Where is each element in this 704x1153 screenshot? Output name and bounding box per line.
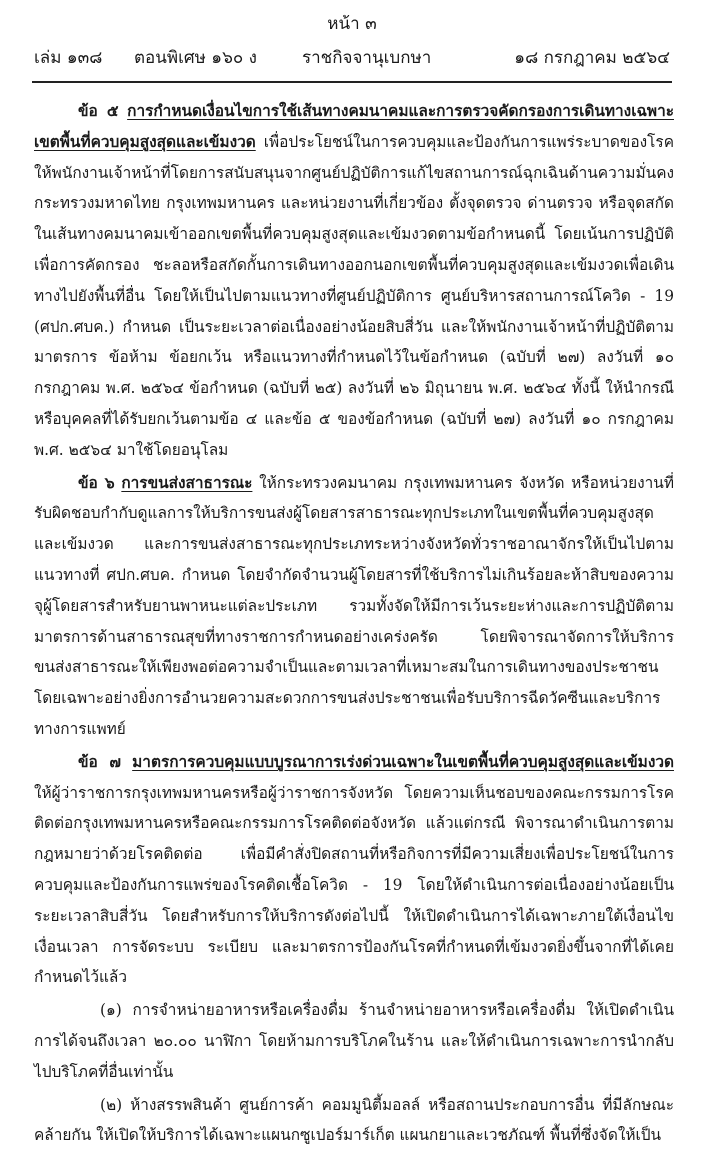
- document-body: [34, 96, 674, 1153]
- clause-title: การกำหนดเงื่อนไขการใช้เส้นทางคมนาคมและการตรวจคัดกรองการเดินทางเฉพาะเขตพื้นที่ควบคุมสูงสุดและเข้มงวด: [34, 102, 674, 151]
- clause-label: ข้อ ๕: [78, 102, 119, 120]
- clause-6: [34, 468, 674, 745]
- clause-text: เพื่อประโยชน์ในการควบคุมและป้องกันการแพร่ระบาดของโรค ให้พนักงานเจ้าหน้าที่โดยการสนับสนุนจากศูนย์ปฏิบัติการแก้ไขสถานการณ์ฉุกเฉินด้านความมั่นคง กระทรวงมหาดไทย กรุงเทพมหานคร และหน่วยงานที่เกี่ยวข้อง ตั้งจุดตรวจ ด่านตรวจ หรือจุดสกัด ในเส้นทางคมนาคมเข้าออกเขตพื้นที่ควบคุมสูงสุดและเข้มงวดตามข้อกำหนดนี้ โดยเน้นการปฏิบัติเพื่อการคัดกรอง ชะลอหรือสกัดกั้นการเดินทางออกนอกเขตพื้นที่ควบคุมสูงสุดและเข้มงวดเพื่อเดินทางไปยังพื้นที่อื่น โดยให้เป็นไปตามแนวทางที่ศูนย์ปฏิบัติการ ศูนย์บริหารสถานการณ์โควิด - 19 (ศปก.ศบค.) กำหนด เป็นระยะเวลาต่อเนื่องอย่างน้อยสิบสี่วัน และให้พนักงานเจ้าหน้าที่ปฏิบัติตามมาตรการ ข้อห้าม ข้อยกเว้น หรือแนวทางที่กำหนดไว้ในข้อกำหนด (ฉบับที่ ๒๗) ลงวันที่ ๑๐ กรกฎาคม พ.ศ. ๒๕๖๔ ข้อกำหนด (ฉบับที่ ๒๕) ลงวันที่ ๒๖ มิถุนายน พ.ศ. ๒๕๖๔ ทั้งนี้ ให้นำกรณีหรือบุคคลที่ได้รับยกเว้นตามข้อ ๔ และข้อ ๕ ของข้อกำหนด (ฉบับที่ ๒๗) ลงวันที่ ๑๐ กรกฎาคม พ.ศ. ๒๕๖๔ มาใช้โดยอนุโลม: [34, 132, 675, 459]
- gazette-name: ราชกิจจานุเบกษา: [302, 48, 432, 68]
- list-item: (๑) การจำหน่ายอาหารหรือเครื่องดื่ม ร้านจำหน่ายอาหารหรือเครื่องดื่ม ให้เปิดดำเนินการได้จนถึงเวลา ๒๐.๐๐ นาฬิกา โดยห้ามการบริโภคในร้าน และให้ดำเนินการเฉพาะการนำกลับไปบริโภคที่อื่นเท่านั้น: [34, 1001, 674, 1081]
- clause-title: มาตรการควบคุมแบบบูรณาการเร่งด่วนเฉพาะในเขตพื้นที่ควบคุมสูงสุดและเข้มงวด: [132, 752, 674, 771]
- publication-date: ๑๘ กรกฎาคม ๒๕๖๔: [514, 48, 670, 68]
- clause-title: การขนส่งสาธารณะ: [121, 473, 253, 492]
- clause-7: [34, 747, 674, 993]
- list-item: (๒) ห้างสรรพสินค้า ศูนย์การค้า คอมมูนิตี้มอลล์ หรือสถานประกอบการอื่น ที่มีลักษณะคล้ายกัน ให้เปิดให้บริการได้เฉพาะแผนกซูเปอร์มาร์เก็ต แผนกยาและเวชภัณฑ์ พื้นที่ซึ่งจัดให้เป็น: [34, 1095, 674, 1145]
- clause-text: ให้ผู้ว่าราชการกรุงเทพมหานครหรือผู้ว่าราชการจังหวัด โดยความเห็นชอบของคณะกรรมการโรคติดต่อกรุงเทพมหานครหรือคณะกรรมการโรคติดต่อจังหวัด แล้วแต่กรณี พิจารณาดำเนินการตามกฎหมายว่าด้วยโรคติดต่อ เพื่อมีคำสั่งปิดสถานที่หรือกิจการที่มีความเสี่ยงเพื่อประโยชน์ในการควบคุมและป้องกันการแพร่ของโรคติดเชื้อโควิด - 19 โดยให้ดำเนินการต่อเนื่องอย่างน้อยเป็นระยะเวลาสิบสี่วัน โดยสำหรับการให้บริการดังต่อไปนี้ ให้เปิดดำเนินการได้เฉพาะภายใต้เงื่อนไข เงื่อนเวลา การจัดระบบ ระเบียบ และมาตรการป้องกันโรคที่กำหนดที่เข้มงวดยิ่งขึ้นจากที่ได้เคยกำหนดไว้แล้ว: [34, 783, 674, 987]
- clause-label: ข้อ ๖: [78, 473, 115, 492]
- page-header: [0, 0, 704, 80]
- special-section-label: ตอนพิเศษ ๑๖๐ ง: [134, 48, 257, 68]
- header-divider: [32, 81, 672, 83]
- clause-5: [34, 96, 674, 466]
- page-number: หน้า ๓: [327, 14, 377, 34]
- clause-label: ข้อ ๗: [78, 752, 121, 771]
- gazette-header-line: [34, 44, 670, 68]
- volume-label: เล่ม ๑๓๘: [34, 48, 103, 68]
- clause-text: ให้กระทรวงคมนาคม กรุงเทพมหานคร จังหวัด หรือหน่วยงานที่รับผิดชอบกำกับดูแลการให้บริการขนส่งผู้โดยสารสาธารณะทุกประเภทในเขตพื้นที่ควบคุมสูงสุดและเข้มงวด และการขนส่งสาธารณะทุกประเภทระหว่างจังหวัดทั่วราชอาณาจักรให้เป็นไปตามแนวทางที่ ศปก.ศบค. กำหนด โดยจำกัดจำนวนผู้โดยสารที่ใช้บริการไม่เกินร้อยละห้าสิบของความจุผู้โดยสารสำหรับยานพาหนะแต่ละประเภท รวมทั้งจัดให้มีการเว้นระยะห่างและการปฏิบัติตามมาตรการด้านสาธารณสุขที่ทางราชการกำหนดอย่างเคร่งครัด โดยพิจารณาจัดการให้บริการขนส่งสาธารณะให้เพียงพอต่อความจำเป็นและตามเวลาที่เหมาะสมในการเดินทางของประชาชน โดยเฉพาะอย่างยิ่งการอำนวยความสะดวกการขนส่งประชาชนเพื่อรับบริการฉีดวัคซีนและบริการทางการแพทย์: [34, 473, 674, 738]
